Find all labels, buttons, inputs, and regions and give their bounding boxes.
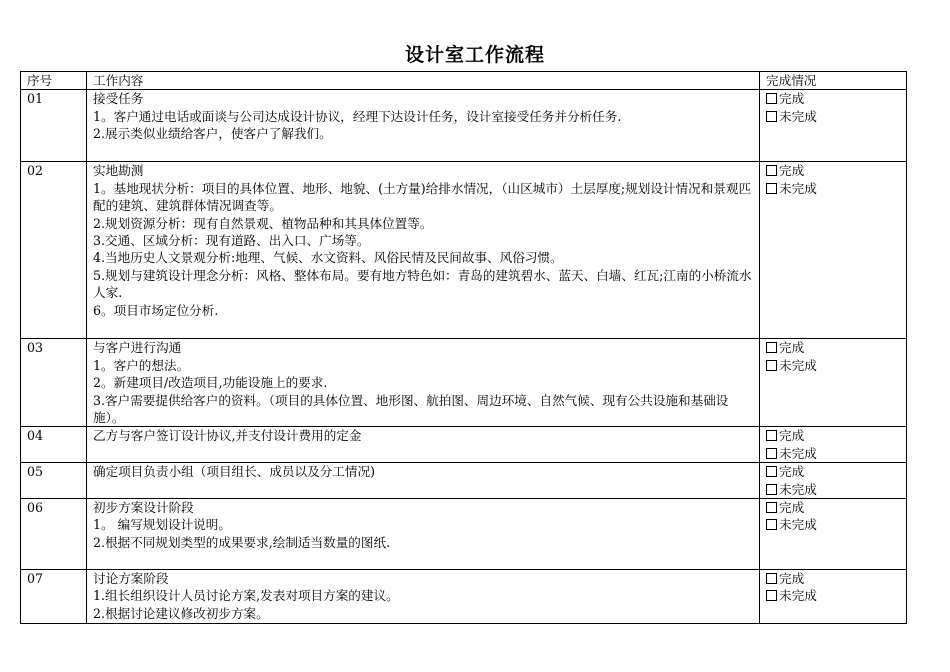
row-status [760,570,907,624]
row-content [87,427,760,463]
checkbox-label: 完成 [779,464,805,480]
checkbox-label: 完成 [779,163,805,179]
checkbox-square-icon[interactable] [766,360,777,371]
row-number: 06 [21,499,87,570]
step-detail: 2.根据不同规划类型的成果要求,绘制适当数量的图纸. [93,534,391,550]
row-status [760,427,907,463]
workflow-table [20,71,907,624]
checkbox-square-icon[interactable] [766,484,777,495]
step-detail: 2.展示类似业绩给客户，使客户了解我们。 [93,126,332,142]
step-detail: 1。 编写规划设计说明。 [93,517,231,533]
done-checkbox[interactable] [766,162,902,179]
step-detail: 3.客户需要提供给客户的资料。（项目的具体位置、地形图、航拍图、周边环境、自然气候、现有公共设施和基础设施）。 [93,392,729,426]
checkbox-label: 完成 [779,500,805,516]
step-detail: 1。客户的想法。 [93,357,190,373]
checkbox-square-icon[interactable] [766,448,777,459]
step-title: 与客户进行沟通 [93,340,182,356]
checkbox-label: 未完成 [779,481,817,497]
row-number: 02 [21,162,87,339]
table-row [21,427,907,463]
step-detail: 6。项目市场定位分析. [93,302,219,318]
step-detail: 5.规划与建筑设计理念分析：风格、整体布局。要有地方特色如：青岛的建筑碧水、蓝天、白墙、红瓦;江南的小桥流水人家. [93,267,752,301]
checkbox-label: 未完成 [779,108,817,124]
checkbox-label: 未完成 [779,357,817,373]
not-done-checkbox[interactable] [766,108,902,125]
row-content [87,162,760,339]
header-row [21,72,907,90]
checkbox-label: 完成 [779,91,805,107]
row-number: 05 [21,463,87,499]
done-checkbox[interactable] [766,499,902,516]
table-row [21,463,907,499]
table-row [21,339,907,427]
page-title: 设计室工作流程 [404,44,545,66]
checkbox-label: 完成 [779,428,805,444]
step-detail: 1.组长组织设计人员讨论方案,发表对项目方案的建议。 [93,588,399,604]
row-status [760,90,907,162]
step-detail: 1。客户通过电话或面谈与公司达成设计协议，经理下达设计任务，设计室接受任务并分析任务. [93,108,622,124]
done-checkbox[interactable] [766,570,902,587]
table-row [21,499,907,570]
step-title: 初步方案设计阶段 [93,500,194,516]
row-content [87,570,760,624]
row-content [87,339,760,427]
checkbox-label: 未完成 [779,517,817,533]
done-checkbox[interactable] [766,427,902,444]
checkbox-square-icon[interactable] [766,502,777,513]
step-detail: 2.规划资源分析：现有自然景观、植物品种和其具体位置等。 [93,215,433,231]
row-status [760,162,907,339]
table-row [21,570,907,624]
step-title: 乙方与客户签订设计协议,并支付设计费用的定金 [93,428,362,444]
done-checkbox[interactable] [766,339,902,356]
header-no: 序号 [21,72,87,90]
checkbox-square-icon[interactable] [766,165,777,176]
not-done-checkbox[interactable] [766,481,902,498]
checkbox-label: 未完成 [779,588,817,604]
checkbox-label: 完成 [779,571,805,587]
step-detail: 2。新建项目/改造项目,功能设施上的要求. [93,375,328,391]
row-status [760,463,907,499]
table-row [21,162,907,339]
checkbox-square-icon[interactable] [766,430,777,441]
step-title: 确定项目负责小组（项目组长、成员以及分工情况) [93,464,375,480]
not-done-checkbox[interactable] [766,587,902,604]
step-detail: 2.根据讨论建议修改初步方案。 [93,605,269,621]
done-checkbox[interactable] [766,90,902,107]
step-title: 讨论方案阶段 [93,571,169,587]
checkbox-square-icon[interactable] [766,342,777,353]
not-done-checkbox[interactable] [766,516,902,533]
row-content [87,499,760,570]
checkbox-label: 完成 [779,340,805,356]
row-status [760,499,907,570]
checkbox-square-icon[interactable] [766,590,777,601]
checkbox-square-icon[interactable] [766,93,777,104]
row-number: 03 [21,339,87,427]
row-number: 01 [21,90,87,162]
checkbox-square-icon[interactable] [766,111,777,122]
checkbox-square-icon[interactable] [766,466,777,477]
checkbox-square-icon[interactable] [766,519,777,530]
table-row [21,90,907,162]
not-done-checkbox[interactable] [766,357,902,374]
header-content: 工作内容 [87,72,760,90]
step-title: 接受任务 [93,91,144,107]
step-detail: 1。基地现状分析：项目的具体位置、地形、地貌、(土方量)给排水情况，（山区城市）土层厚度;规划设计情况和景观匹配的建筑、建筑群体情况调查等。 [93,180,752,214]
checkbox-square-icon[interactable] [766,573,777,584]
row-content [87,90,760,162]
not-done-checkbox[interactable] [766,180,902,197]
row-status [760,339,907,427]
header-status: 完成情况 [760,72,907,90]
row-number: 04 [21,427,87,463]
step-detail: 4.当地历史人文景观分析:地理、气候、水文资料、风俗民情及民间故事、风俗习惯。 [93,250,563,266]
step-title: 实地勘测 [93,163,144,179]
step-detail: 3.交通、区域分析：现有道路、出入口、广场等。 [93,233,370,249]
checkbox-label: 未完成 [779,445,817,461]
checkbox-label: 未完成 [779,180,817,196]
row-number: 07 [21,570,87,624]
row-content [87,463,760,499]
not-done-checkbox[interactable] [766,445,902,462]
checkbox-square-icon[interactable] [766,183,777,194]
done-checkbox[interactable] [766,463,902,480]
